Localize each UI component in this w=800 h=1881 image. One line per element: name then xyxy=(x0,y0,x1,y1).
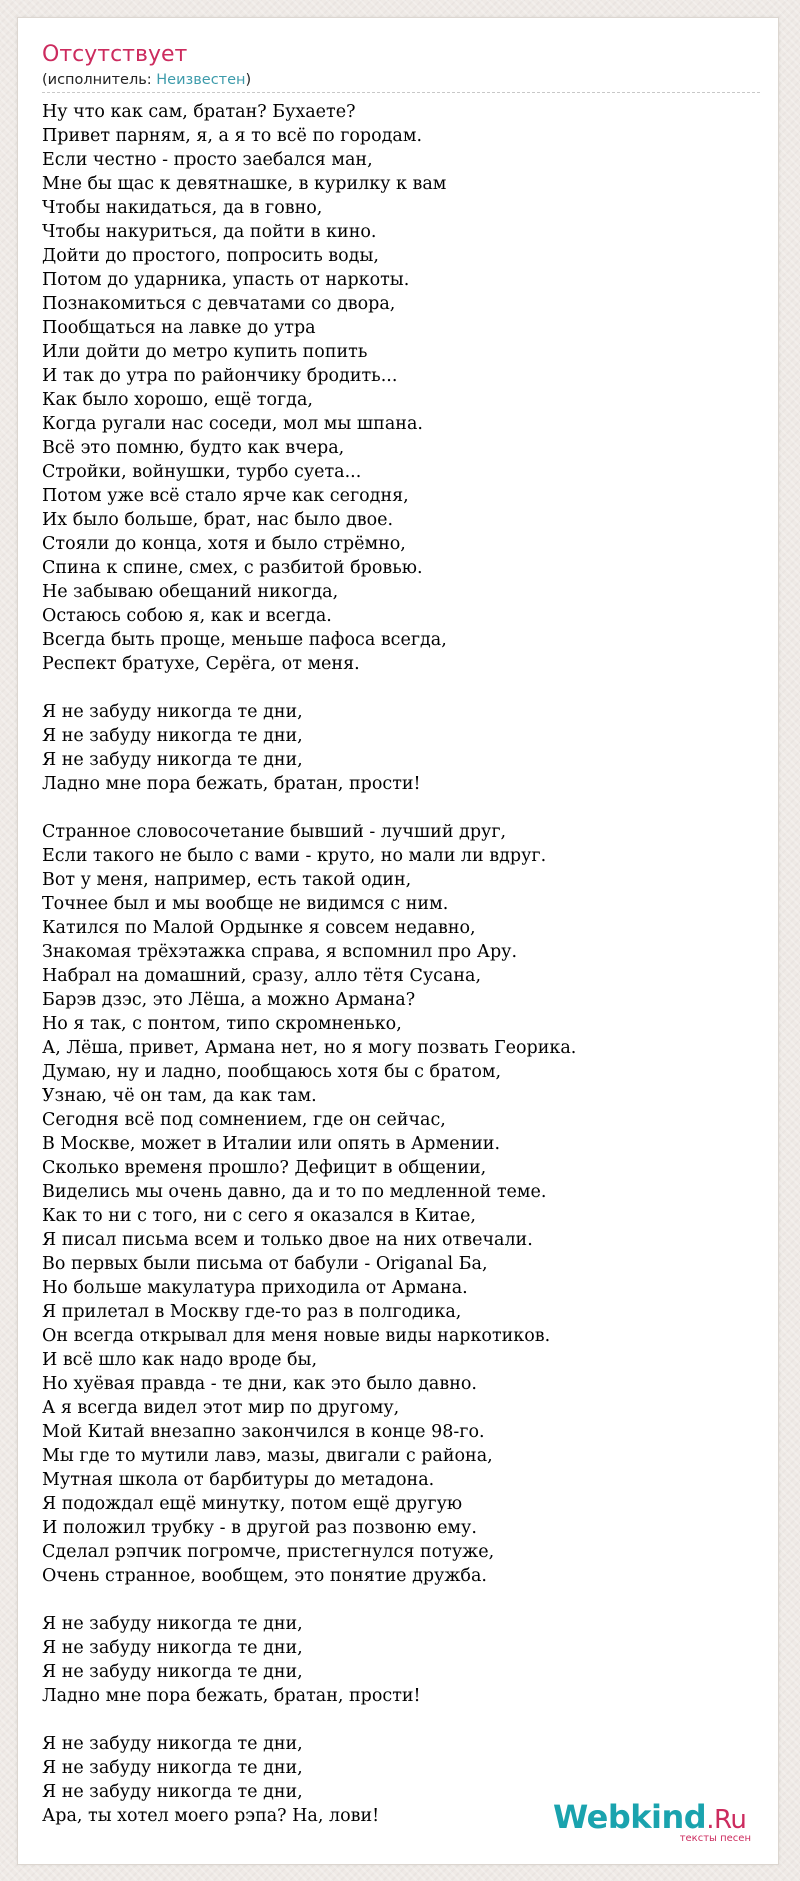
lyrics-stanza xyxy=(42,700,762,796)
lyric-line: А, Лёша, привет, Армана нет, но я могу позвать Георика. xyxy=(42,1038,577,1058)
lyric-line: Или дойти до метро купить попить xyxy=(42,342,368,362)
lyrics-body xyxy=(42,100,762,1852)
artist-link[interactable]: Неизвестен xyxy=(156,72,246,88)
lyric-line: Барэв дзэс, это Лёша, а можно Армана? xyxy=(42,990,416,1010)
lyric-line: Если такого не было с вами - круто, но мали ли вдруг. xyxy=(42,846,547,866)
lyric-line: Он всегда открывал для меня новые виды наркотиков. xyxy=(42,1326,551,1346)
logo-wordmark xyxy=(553,1800,746,1837)
lyric-line: Спина к спине, смех, с разбитой бровью. xyxy=(42,558,423,578)
lyric-line: Но я так, с понтом, типо скромненько, xyxy=(42,1014,402,1034)
lyric-line: Узнаю, чё он там, да как там. xyxy=(42,1086,317,1106)
lyric-line: Но хуёвая правда - те дни, как это было давно. xyxy=(42,1374,477,1394)
lyric-line: Я не забуду никогда те дни, xyxy=(42,1734,303,1754)
lyric-line: Ара, ты хотел моего рэпа? На, лови! xyxy=(42,1806,380,1826)
lyric-line: Пообщаться на лавке до утра xyxy=(42,318,316,338)
lyric-line: Привет парням, я, а я то всё по городам. xyxy=(42,126,423,146)
lyric-line: В Москве, может в Италии или опять в Армении. xyxy=(42,1134,501,1154)
logo-domain: .Ru xyxy=(706,1805,747,1835)
lyric-line: Набрал на домашний, сразу, алло тётя Сусана, xyxy=(42,966,482,986)
logo-tagline: тексты песен xyxy=(679,1833,751,1844)
lyric-line: Я писал письма всем и только двое на них отвечали. xyxy=(42,1230,533,1250)
lyric-line: Я не забуду никогда те дни, xyxy=(42,1638,303,1658)
lyric-line: Стояли до конца, хотя и было стрёмно, xyxy=(42,534,406,554)
lyric-line: Сделал рэпчик погромче, пристегнулся потуже, xyxy=(42,1542,495,1562)
lyric-line: Мы где то мутили лавэ, мазы, двигали с района, xyxy=(42,1446,493,1466)
lyric-line: Сколько временя прошло? Дефицит в общении, xyxy=(42,1158,487,1178)
artist-suffix: ) xyxy=(245,72,252,88)
song-title: Отсутствует xyxy=(42,42,188,67)
lyric-line: Всегда быть проще, меньше пафоса всегда, xyxy=(42,630,447,650)
lyric-line: Я не забуду никогда те дни, xyxy=(42,1782,303,1802)
lyric-line: Когда ругали нас соседи, мол мы шпана. xyxy=(42,414,423,434)
lyric-line: Как было хорошо, ещё тогда, xyxy=(42,390,313,410)
lyric-line: Виделись мы очень давно, да и то по медленной теме. xyxy=(42,1182,547,1202)
lyric-line: Дойти до простого, попросить воды, xyxy=(42,246,379,266)
lyric-line: Я прилетал в Москву где-то раз в полгодика, xyxy=(42,1302,462,1322)
lyric-line: Чтобы накуриться, да пойти в кино. xyxy=(42,222,377,242)
lyrics-stanza xyxy=(42,100,762,676)
artist-prefix: (исполнитель: xyxy=(42,72,157,88)
lyric-line: Сегодня всё под сомнением, где он сейчас, xyxy=(42,1110,446,1130)
lyric-line: Если честно - просто заебался ман, xyxy=(42,150,373,170)
lyric-line: Я не забуду никогда те дни, xyxy=(42,726,303,746)
lyric-line: Остаюсь собою я, как и всегда. xyxy=(42,606,332,626)
lyrics-stanza xyxy=(42,1612,762,1708)
lyric-line: Не забываю обещаний никогда, xyxy=(42,582,339,602)
lyric-line: Я не забуду никогда те дни, xyxy=(42,1758,303,1778)
lyric-line: Знакомая трёхэтажка справа, я вспомнил про Ару. xyxy=(42,942,518,962)
lyric-line: Потом уже всё стало ярче как сегодня, xyxy=(42,486,409,506)
lyric-line: И положил трубку - в другой раз позвоню ему. xyxy=(42,1518,477,1538)
lyric-line: Как то ни с того, ни с сего я оказался в Китае, xyxy=(42,1206,476,1226)
lyric-line: Стройки, войнушки, турбо суета... xyxy=(42,462,362,482)
lyrics-stanza xyxy=(42,820,762,1588)
lyric-line: Но больше макулатура приходила от Армана. xyxy=(42,1278,468,1298)
lyric-line: Я не забуду никогда те дни, xyxy=(42,750,303,770)
lyric-line: Респект братухе, Серёга, от меня. xyxy=(42,654,360,674)
lyric-line: Думаю, ну и ладно, пообщаюсь хотя бы с братом, xyxy=(42,1062,502,1082)
lyric-line: Катился по Малой Ордынке я совсем недавно, xyxy=(42,918,476,938)
lyric-line: Я не забуду никогда те дни, xyxy=(42,1614,303,1634)
artist-line xyxy=(42,71,760,93)
lyric-line: Вот у меня, например, есть такой один, xyxy=(42,870,412,890)
lyric-line: Точнее был и мы вообще не видимся с ним. xyxy=(42,894,449,914)
lyric-line: Потом до ударника, упасть от наркоты. xyxy=(42,270,410,290)
lyric-line: Странное словосочетание бывший - лучший друг, xyxy=(42,822,507,842)
lyric-line: А я всегда видел этот мир по другому, xyxy=(42,1398,400,1418)
lyric-line: И так до утра по райончику бродить... xyxy=(42,366,398,386)
lyric-line: Чтобы накидаться, да в говно, xyxy=(42,198,323,218)
lyric-line: И всё шло как надо вроде бы, xyxy=(42,1350,318,1370)
lyric-line: Их было больше, брат, нас было двое. xyxy=(42,510,394,530)
lyric-line: Очень странное, вообщем, это понятие дружба. xyxy=(42,1566,487,1586)
lyric-line: Я подождал ещё минутку, потом ещё другую xyxy=(42,1494,463,1514)
lyric-line: Во первых были письма от бабули - Origanal Ба, xyxy=(42,1254,488,1274)
lyric-line: Мутная школа от барбитуры до метадона. xyxy=(42,1470,435,1490)
lyric-line: Ладно мне пора бежать, братан, прости! xyxy=(42,774,421,794)
site-logo[interactable] xyxy=(553,1800,753,1844)
lyric-line: Я не забуду никогда те дни, xyxy=(42,702,303,722)
lyrics-card xyxy=(17,17,779,1865)
lyric-line: Мне бы щас к девятнашке, в курилку к вам xyxy=(42,174,447,194)
lyric-line: Всё это помню, будто как вчера, xyxy=(42,438,345,458)
lyric-line: Ладно мне пора бежать, братан, прости! xyxy=(42,1686,421,1706)
lyric-line: Познакомиться с девчатами со двора, xyxy=(42,294,396,314)
lyric-line: Ну что как сам, братан? Бухаете? xyxy=(42,102,356,122)
logo-main-text: Webkind xyxy=(553,1798,707,1836)
lyric-line: Мой Китай внезапно закончился в конце 98-го. xyxy=(42,1422,485,1442)
lyric-line: Я не забуду никогда те дни, xyxy=(42,1662,303,1682)
